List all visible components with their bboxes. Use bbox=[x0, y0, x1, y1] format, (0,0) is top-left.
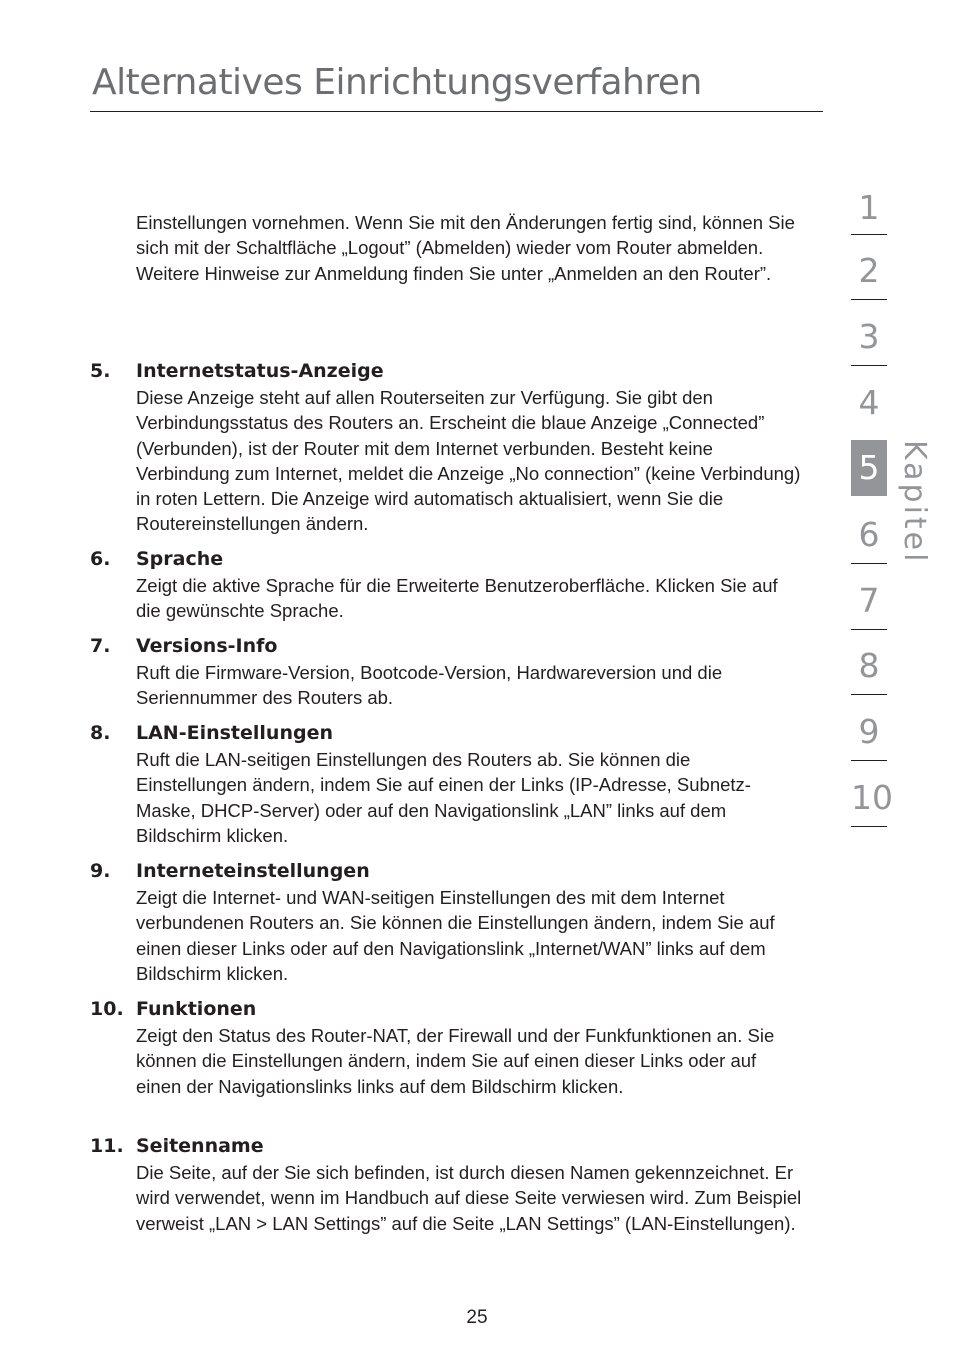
list-item bbox=[90, 634, 810, 711]
list-item bbox=[90, 547, 810, 624]
item-number: 5. bbox=[90, 360, 111, 382]
chapter-number: 10 bbox=[851, 778, 893, 817]
item-body: Zeigt den Status des Router-NAT, der Firewall und der Funkfunktionen an. Sie können die Einstellungen ändern, indem Sie auf einen dieser Links oder auf einen der Navigationslinks links auf dem Bildschirm klicken. bbox=[136, 1025, 775, 1097]
chapter-divider bbox=[851, 826, 887, 827]
list-item bbox=[90, 721, 810, 848]
chapter-number: 4 bbox=[858, 383, 880, 422]
chapter-number: 6 bbox=[858, 515, 880, 554]
chapter-divider bbox=[851, 629, 887, 630]
title-divider bbox=[90, 111, 823, 112]
item-heading: LAN-Einstellungen bbox=[136, 722, 333, 744]
list-item bbox=[90, 1134, 810, 1236]
list-item bbox=[90, 859, 810, 986]
item-body: Ruft die Firmware-Version, Bootcode-Version, Hardwareversion und die Seriennummer des Routers ab. bbox=[136, 662, 723, 709]
chapter-number: 7 bbox=[858, 581, 880, 620]
item-number: 8. bbox=[90, 722, 111, 744]
page-number: 25 bbox=[466, 1307, 488, 1328]
chapter-number: 3 bbox=[858, 317, 880, 356]
page-title: Alternatives Einrichtungsverfahren bbox=[92, 62, 702, 103]
chapter-label: Kapitel bbox=[897, 440, 932, 565]
item-body: Zeigt die aktive Sprache für die Erweiterte Benutzeroberfläche. Klicken Sie auf die gewünschte Sprache. bbox=[136, 575, 778, 622]
item-number: 10. bbox=[90, 998, 124, 1020]
item-heading: Funktionen bbox=[136, 998, 257, 1020]
item-body: Zeigt die Internet- und WAN-seitigen Einstellungen des mit dem Internet verbundenen Routers an. Sie können die Einstellungen ändern, indem Sie auf einen dieser Links oder auf den Navigationslink „Internet/WAN” links auf dem Bildschirm klicken. bbox=[136, 887, 775, 984]
list-item bbox=[90, 997, 810, 1099]
chapter-number-active: 5 bbox=[851, 440, 887, 496]
chapter-number: 8 bbox=[858, 646, 880, 685]
intro-paragraph: Einstellungen vornehmen. Wenn Sie mit den Änderungen fertig sind, können Sie sich mit der Schaltfläche „Logout” (Abmelden) wieder vom Router abmelden. Weitere Hinweise zur Anmeldung finden Sie unter „Anmelden an den Router”. bbox=[136, 212, 795, 284]
item-number: 6. bbox=[90, 548, 111, 570]
item-heading: Internetstatus-Anzeige bbox=[136, 360, 384, 382]
chapter-divider bbox=[851, 234, 887, 235]
item-body: Die Seite, auf der Sie sich befinden, ist durch diesen Namen gekennzeichnet. Er wird verwendet, wenn im Handbuch auf diese Seite verwiesen wird. Zum Beispiel verweist „LAN > LAN Settings” auf die Seite „LAN Settings” (LAN-Einstellungen). bbox=[136, 1162, 802, 1234]
list-item bbox=[90, 359, 810, 537]
chapter-divider bbox=[851, 563, 887, 564]
chapter-divider bbox=[851, 760, 887, 761]
item-number: 11. bbox=[90, 1135, 124, 1157]
item-body: Diese Anzeige steht auf allen Routerseiten zur Verfügung. Sie gibt den Verbindungsstatus des Routers an. Erscheint die blaue Anzeige „Connected” (Verbunden), ist der Router mit dem Internet verbunden. Besteht keine Verbindung zum Internet, meldet die Anzeige „No connection” (keine Verbindung) in roten Lettern. Die Anzeige wird automatisch aktualisiert, wenn Sie die Routereinstellungen ändern. bbox=[136, 387, 801, 535]
item-heading: Sprache bbox=[136, 548, 224, 570]
item-heading: Interneteinstellungen bbox=[136, 860, 370, 882]
item-body: Ruft die LAN-seitigen Einstellungen des Routers ab. Sie können die Einstellungen ändern, indem Sie auf einen der Links (IP-Adresse, Subnetz-Maske, DHCP-Server) oder auf den Navigationslink „LAN” links auf dem Bildschirm klicken. bbox=[136, 749, 751, 846]
chapter-number: 2 bbox=[858, 251, 880, 290]
item-number: 7. bbox=[90, 635, 111, 657]
item-heading: Seitenname bbox=[136, 1135, 264, 1157]
item-heading: Versions-Info bbox=[136, 635, 278, 657]
chapter-divider bbox=[851, 694, 887, 695]
chapter-number: 9 bbox=[858, 712, 880, 751]
chapter-number: 1 bbox=[858, 188, 880, 227]
chapter-divider bbox=[851, 365, 887, 366]
item-number: 9. bbox=[90, 860, 111, 882]
chapter-divider bbox=[851, 299, 887, 300]
